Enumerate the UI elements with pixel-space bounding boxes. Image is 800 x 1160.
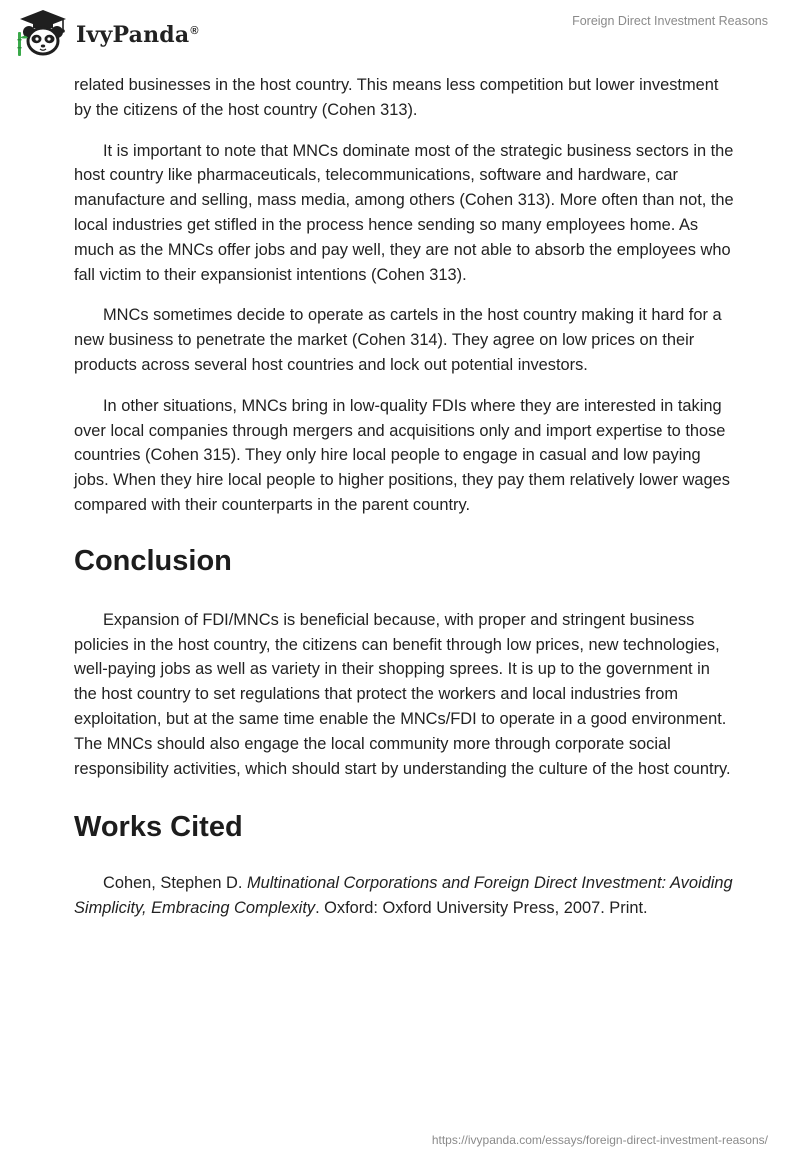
citation-publication: . Oxford: Oxford University Press, 2007. Print. (315, 899, 648, 918)
citation-author: Cohen, Stephen D. (103, 874, 247, 893)
ivypanda-logo[interactable] (14, 8, 199, 58)
body-paragraph-continued: related businesses in the host country. This means less competition but lower investment by the citizens of the host country (Cohen 313). (74, 76, 719, 119)
brand-name: IvyPanda® (76, 22, 199, 48)
body-paragraph: It is important to note that MNCs dominate most of the strategic business sectors in the host country like pharmaceuticals, telecommunications, software and hardware, car manufacture and selling, mass media, among others (Cohen 313). More often than not, the local industries get stifled in the process hence sending so many employees home. As much as the MNCs offer jobs and pay well, they are not able to absorb the employees who fall victim to their expansionist intentions (Cohen 313). (74, 141, 734, 284)
body-paragraph: MNCs sometimes decide to operate as cartels in the host country making it hard for a new business to penetrate the market (Cohen 314). They agree on low prices on their products across several host countries and lock out potential investors. (74, 306, 722, 374)
page-header (0, 0, 800, 70)
works-cited-heading: Works Cited (74, 811, 243, 844)
citation-book-title: Multinational Corporations and Foreign Direct Investment: Avoiding Simplicity, Embracing Complexity (74, 874, 733, 918)
conclusion-heading: Conclusion (74, 544, 232, 577)
document-title: Foreign Direct Investment Reasons (572, 14, 768, 28)
source-url[interactable]: https://ivypanda.com/essays/foreign-direct-investment-reasons/ (431, 1133, 768, 1147)
essay-content (74, 70, 734, 921)
body-paragraph: In other situations, MNCs bring in low-quality FDIs where they are interested in taking over local companies through mergers and acquisitions only and import expertise to those countries (Cohen 315). They only hire local people to engage in casual and low paying jobs. When they hire local people to higher positions, they pay them relatively lower wages compared with their counterparts in the parent country. (74, 396, 730, 514)
panda-graduate-icon (14, 8, 72, 58)
registered-mark: ® (190, 24, 199, 37)
citation-entry (74, 871, 734, 921)
conclusion-paragraph: Expansion of FDI/MNCs is beneficial because, with proper and stringent business policies in the host country, the citizens can benefit through low prices, new technologies, well-paying jobs as well as variety in their shopping sprees. It is up to the government in the host country to set regulations that protect the workers and local industries from exploitation, but at the same time enable the MNCs/FDI to operate in a good environment. The MNCs should also engage the local community more through corporate social responsibility activities, which should start by understanding the culture of the host country. (74, 610, 731, 778)
